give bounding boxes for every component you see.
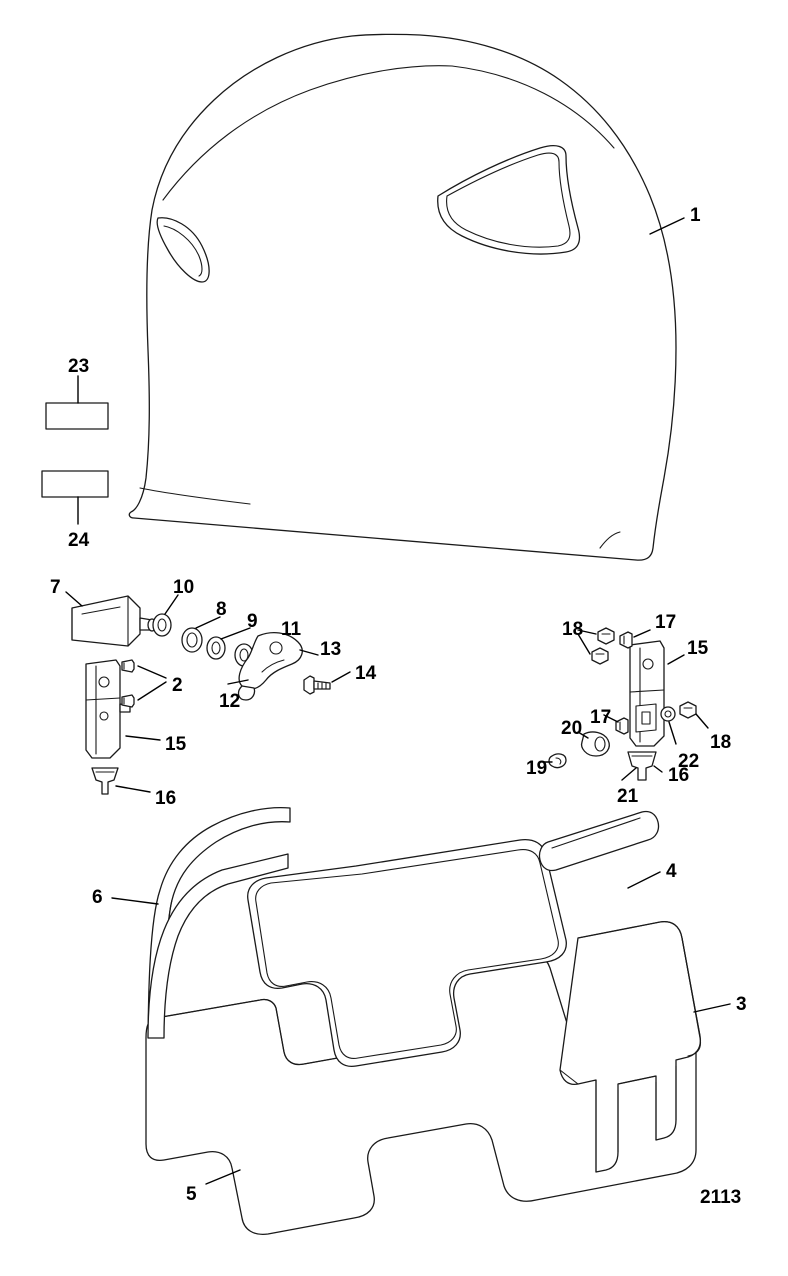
clip-19-shape (549, 754, 566, 768)
leader-3 (694, 1004, 730, 1012)
callout-6: 6 (92, 887, 103, 908)
callout-17-lower: 17 (590, 707, 612, 728)
callout-3: 3 (736, 994, 747, 1015)
callout-14: 14 (355, 663, 377, 684)
callout-19: 19 (526, 758, 548, 779)
top-cowl-shape (129, 34, 676, 560)
leader-16-left (116, 786, 150, 792)
callout-7: 7 (50, 577, 61, 598)
callout-5: 5 (186, 1184, 197, 1205)
callout-1: 1 (690, 205, 701, 226)
callout-12: 12 (219, 691, 241, 712)
callout-8: 8 (216, 599, 227, 620)
leader-9 (221, 628, 250, 639)
grommet-16-right-shape (628, 752, 656, 780)
leader-17-upper (634, 630, 650, 637)
leader-15-left (126, 736, 160, 740)
callout-24: 24 (68, 530, 90, 551)
bushing-20-shape (582, 732, 610, 756)
screw-17-upper-shape (620, 632, 632, 648)
leader-2b (138, 682, 166, 700)
leader-21 (622, 768, 636, 780)
washer-22-shape (661, 707, 675, 721)
callout-21: 21 (617, 786, 639, 807)
callout-17-upper: 17 (655, 612, 677, 633)
bracket-left-15-shape (86, 660, 130, 758)
screw-17-lower-shape (616, 718, 628, 734)
decal-24-shape (42, 471, 108, 497)
callout-2: 2 (172, 675, 183, 696)
leader-2a (138, 666, 166, 678)
callout-22: 22 (678, 751, 700, 772)
callout-15-left: 15 (165, 734, 187, 755)
leader-15-right (668, 655, 684, 664)
callout-16-left: 16 (155, 788, 177, 809)
leader-16-right (654, 766, 662, 772)
washer-9-shape (207, 637, 225, 659)
screw-14-shape (304, 676, 330, 694)
decal-23-shape (46, 403, 108, 429)
callout-10: 10 (173, 577, 195, 598)
callout-11: 11 (281, 619, 302, 640)
leader-18-lower (696, 714, 708, 728)
callout-18-lower: 18 (710, 732, 732, 753)
callout-23: 23 (68, 356, 90, 377)
screw-2-shapes (122, 660, 134, 707)
leader-4 (628, 872, 660, 888)
leader-14 (332, 672, 350, 682)
callout-4: 4 (666, 861, 677, 882)
cam-12-shape (239, 633, 303, 700)
grommet-16-left-shape (92, 768, 118, 794)
figure-id: 2113 (700, 1187, 742, 1208)
nut-18-lower-shape (680, 702, 696, 718)
leader-22 (669, 722, 676, 744)
leader-7 (66, 592, 82, 606)
callout-15-right: 15 (687, 638, 709, 659)
latch-handle-shape (72, 596, 156, 646)
bracket-right-15-shape (630, 641, 664, 746)
callout-13: 13 (320, 639, 342, 660)
callout-16-right: 16 (668, 765, 690, 786)
callout-9: 9 (247, 611, 258, 632)
leader-6 (112, 898, 158, 904)
callout-18-upper: 18 (562, 619, 584, 640)
washer-8-shape (182, 628, 202, 652)
washer-10-shape (153, 614, 171, 636)
lower-cowl-assembly-shape (146, 808, 701, 1235)
callout-20: 20 (561, 718, 583, 739)
